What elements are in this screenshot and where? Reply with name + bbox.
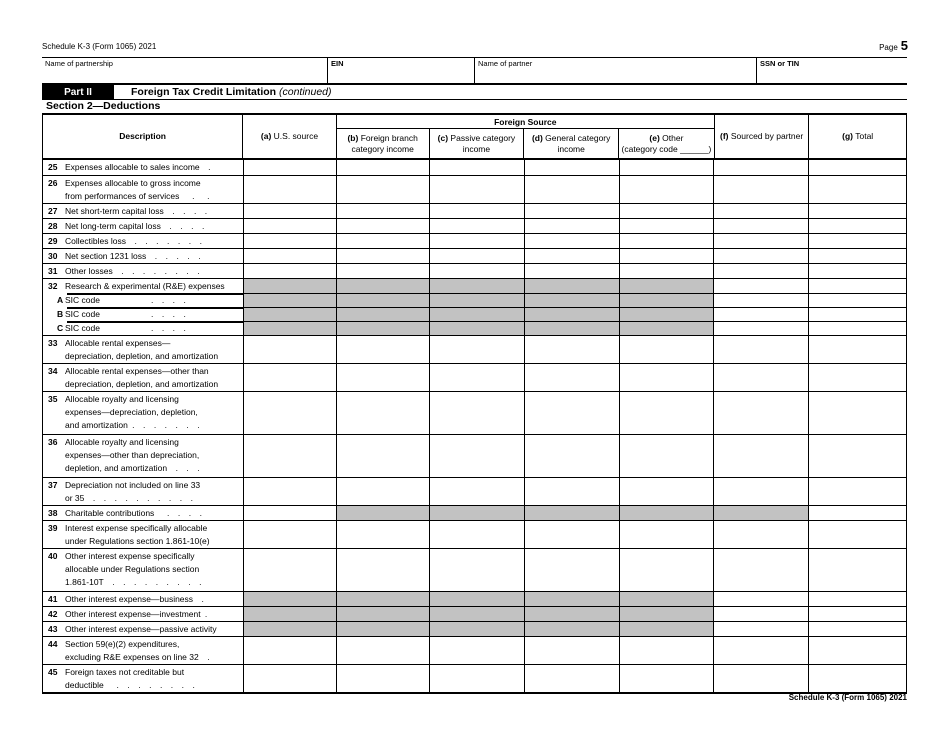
table-row [43, 203, 906, 218]
cell-f-line-37[interactable] [714, 477, 809, 505]
name-of-partnership-label: Name of partnership [45, 59, 113, 68]
cell-b-line-41 [337, 591, 430, 606]
cell-b-line-37[interactable] [337, 477, 430, 505]
row-description [43, 307, 244, 321]
cell-c-line-25[interactable] [430, 160, 525, 175]
cell-d-line-38 [525, 505, 620, 520]
row-description [43, 363, 244, 391]
ein-field[interactable] [327, 58, 474, 83]
cell-b-line-44[interactable] [337, 636, 430, 664]
cell-e-line-29[interactable] [620, 233, 715, 248]
row-label: Other interest expense—business . [65, 594, 204, 604]
row-number: 25 [48, 162, 58, 172]
part-ii-title [131, 86, 332, 98]
cell-f-line-34[interactable] [714, 363, 809, 391]
form-identifier: Schedule K-3 (Form 1065) 2021 [42, 42, 157, 51]
cell-d-line-36[interactable] [525, 434, 620, 477]
cell-e-line-41 [620, 591, 715, 606]
part-ii-continued: (continued) [278, 86, 332, 98]
cell-b-line-42 [337, 606, 430, 621]
row-label: SIC code . . . . [65, 309, 186, 319]
table-row [43, 263, 906, 278]
row-label: Allocable royalty and licensing expenses—other than depreciation, depletion, and amortization . . . [65, 437, 200, 473]
table-row [43, 505, 906, 520]
ssn-or-tin-label: SSN or TIN [760, 59, 800, 68]
row-description [43, 591, 244, 606]
row-label: Expenses allocable to gross income from performances of services . . [65, 178, 210, 201]
cell-e-line-35[interactable] [620, 391, 715, 434]
table-row [43, 591, 906, 606]
row-label: Other interest expense—investment . [65, 609, 208, 619]
deductions-table [42, 113, 907, 694]
cell-b-line-25[interactable] [337, 160, 430, 175]
row-number: B [57, 309, 64, 319]
table-row [43, 293, 906, 307]
row-description [43, 263, 244, 278]
cell-c-line-29[interactable] [430, 233, 525, 248]
cell-g-line-33[interactable] [809, 335, 906, 363]
table-row [43, 160, 906, 175]
col-header-f: (f) Sourced by partner [715, 115, 810, 158]
row-number: 33 [48, 338, 58, 348]
cell-g-line-39[interactable] [809, 520, 906, 548]
table-row [43, 321, 906, 335]
cell-b-line-38 [337, 505, 430, 520]
table-row [43, 307, 906, 321]
col-header-g: (g) Total [842, 131, 874, 142]
cell-e-line-44[interactable] [620, 636, 715, 664]
row-number: 45 [48, 667, 58, 677]
row-number: 37 [48, 480, 58, 490]
cell-b-line-B [337, 307, 430, 321]
row-label: SIC code . . . . [65, 323, 186, 333]
cell-f-line-B[interactable] [714, 307, 809, 321]
row-number: 27 [48, 206, 58, 216]
cell-g-line-37[interactable] [809, 477, 906, 505]
cell-a-line-29[interactable] [244, 233, 338, 248]
cell-e-line-36[interactable] [620, 434, 715, 477]
row-label: Net section 1231 loss . . . . . [65, 251, 201, 261]
cell-c-line-44[interactable] [430, 636, 525, 664]
row-label: Other interest expense specifically allocable under Regulations section 1.861-10T . . . . . . . . . [65, 551, 202, 587]
cell-c-line-33[interactable] [430, 335, 525, 363]
cell-c-line-27[interactable] [430, 203, 525, 218]
cell-d-line-37[interactable] [525, 477, 620, 505]
row-label: Other interest expense—passive activity [65, 624, 217, 634]
cell-b-line-36[interactable] [337, 434, 430, 477]
row-number: 39 [48, 523, 58, 533]
cell-g-line-38[interactable] [809, 505, 906, 520]
cell-b-line-35[interactable] [337, 391, 430, 434]
table-row [43, 278, 906, 293]
row-description [43, 203, 244, 218]
row-number: 43 [48, 624, 58, 634]
cell-e-line-27[interactable] [620, 203, 715, 218]
row-label: Foreign taxes not creditable but deductible . . . . . . . . [65, 667, 195, 690]
cell-g-line-42[interactable] [809, 606, 906, 621]
cell-a-line-43 [244, 621, 338, 636]
table-row [43, 636, 906, 664]
cell-e-line-33[interactable] [620, 335, 715, 363]
cell-d-line-27[interactable] [525, 203, 620, 218]
col-header-e: (e) Other (category code ______) [621, 133, 712, 154]
row-number: 36 [48, 437, 58, 447]
cell-e-line-42 [620, 606, 715, 621]
row-description [43, 160, 244, 175]
row-number: 28 [48, 221, 58, 231]
cell-c-line-39[interactable] [430, 520, 525, 548]
cell-c-line-30[interactable] [430, 248, 525, 263]
cell-g-line-44[interactable] [809, 636, 906, 664]
cell-c-line-42 [430, 606, 525, 621]
cell-e-line-30[interactable] [620, 248, 715, 263]
cell-c-line-B [430, 307, 525, 321]
cell-d-line-26[interactable] [525, 175, 620, 203]
cell-a-line-40[interactable] [244, 548, 338, 591]
cell-g-line-32[interactable] [809, 278, 906, 293]
table-row [43, 664, 906, 692]
row-number: A [57, 295, 64, 305]
row-number: 35 [48, 394, 58, 404]
cell-b-line-C [337, 321, 430, 335]
name-of-partner-field[interactable] [474, 58, 756, 83]
cell-d-line-44[interactable] [525, 636, 620, 664]
table-row [43, 434, 906, 477]
table-row [43, 233, 906, 248]
name-of-partner-label: Name of partner [478, 59, 533, 68]
cell-d-line-41 [525, 591, 620, 606]
page-number [879, 38, 908, 53]
cell-a-line-45[interactable] [244, 664, 338, 692]
cell-f-line-42[interactable] [714, 606, 809, 621]
cell-b-line-26[interactable] [337, 175, 430, 203]
cell-d-line-40[interactable] [525, 548, 620, 591]
cell-c-line-45[interactable] [430, 664, 525, 692]
cell-c-line-36[interactable] [430, 434, 525, 477]
cell-b-line-31[interactable] [337, 263, 430, 278]
cell-c-line-37[interactable] [430, 477, 525, 505]
cell-e-line-40[interactable] [620, 548, 715, 591]
cell-c-line-31[interactable] [430, 263, 525, 278]
cell-a-line-39[interactable] [244, 520, 338, 548]
row-description [43, 321, 244, 335]
part-ii-header [42, 85, 907, 100]
col-header-b: (b) Foreign branch category income [337, 129, 430, 158]
cell-a-line-44[interactable] [244, 636, 338, 664]
cell-e-line-37[interactable] [620, 477, 715, 505]
cell-f-line-45[interactable] [714, 664, 809, 692]
cell-c-line-A [430, 293, 525, 307]
cell-f-line-38 [714, 505, 809, 520]
col-header-c: (c) Passive category income [430, 129, 525, 158]
row-number: 38 [48, 508, 58, 518]
cell-g-line-30[interactable] [809, 248, 906, 263]
row-description [43, 606, 244, 621]
cell-c-line-38 [430, 505, 525, 520]
cell-a-line-42 [244, 606, 338, 621]
cell-a-line-A [244, 293, 338, 307]
cell-e-line-A [620, 293, 715, 307]
name-of-partnership-field[interactable] [42, 58, 327, 83]
cell-f-line-32[interactable] [714, 278, 809, 293]
cell-a-line-27[interactable] [244, 203, 338, 218]
cell-c-line-28[interactable] [430, 218, 525, 233]
table-row [43, 548, 906, 591]
section-2-heading: Section 2—Deductions [46, 100, 161, 112]
row-label: Collectibles loss . . . . . . . [65, 236, 202, 246]
row-description [43, 505, 244, 520]
cell-b-line-40[interactable] [337, 548, 430, 591]
row-description [43, 548, 244, 591]
row-label: Charitable contributions . . . . [65, 508, 202, 518]
cell-f-line-27[interactable] [714, 203, 809, 218]
cell-b-line-28[interactable] [337, 218, 430, 233]
cell-b-line-A [337, 293, 430, 307]
cell-a-line-38[interactable] [244, 505, 338, 520]
cell-g-line-26[interactable] [809, 175, 906, 203]
row-number: 41 [48, 594, 58, 604]
cell-c-line-43 [430, 621, 525, 636]
cell-c-line-34[interactable] [430, 363, 525, 391]
row-description [43, 391, 244, 434]
row-number: 34 [48, 366, 58, 376]
cell-d-line-C [525, 321, 620, 335]
row-label: Net short-term capital loss . . . . [65, 206, 208, 216]
cell-e-line-45[interactable] [620, 664, 715, 692]
cell-b-line-27[interactable] [337, 203, 430, 218]
cell-d-line-33[interactable] [525, 335, 620, 363]
page-number-value: 5 [900, 38, 908, 53]
cell-g-line-34[interactable] [809, 363, 906, 391]
table-row [43, 363, 906, 391]
cell-g-line-31[interactable] [809, 263, 906, 278]
table-row [43, 218, 906, 233]
cell-a-line-34[interactable] [244, 363, 338, 391]
cell-d-line-31[interactable] [525, 263, 620, 278]
cell-f-line-29[interactable] [714, 233, 809, 248]
row-number: 26 [48, 178, 58, 188]
cell-f-line-31[interactable] [714, 263, 809, 278]
row-label: Allocable royalty and licensing expenses—depreciation, depletion, and amortization . . . . . . . [65, 394, 200, 430]
col-header-d: (d) General category income [524, 129, 619, 158]
cell-c-line-C [430, 321, 525, 335]
table-row [43, 520, 906, 548]
cell-f-line-33[interactable] [714, 335, 809, 363]
row-number: 42 [48, 609, 58, 619]
cell-d-line-43 [525, 621, 620, 636]
cell-f-line-43[interactable] [714, 621, 809, 636]
row-number: 29 [48, 236, 58, 246]
row-description [43, 335, 244, 363]
cell-f-line-28[interactable] [714, 218, 809, 233]
cell-a-line-35[interactable] [244, 391, 338, 434]
cell-c-line-40[interactable] [430, 548, 525, 591]
cell-e-line-34[interactable] [620, 363, 715, 391]
row-label: Interest expense specifically allocable under Regulations section 1.861-10(e) [65, 523, 210, 546]
foreign-source-columns [337, 129, 714, 158]
cell-b-line-45[interactable] [337, 664, 430, 692]
cell-d-line-35[interactable] [525, 391, 620, 434]
cell-e-line-43 [620, 621, 715, 636]
cell-a-line-31[interactable] [244, 263, 338, 278]
cell-g-line-28[interactable] [809, 218, 906, 233]
cell-g-line-27[interactable] [809, 203, 906, 218]
cell-b-line-34[interactable] [337, 363, 430, 391]
cell-e-line-26[interactable] [620, 175, 715, 203]
cell-d-line-30[interactable] [525, 248, 620, 263]
row-label: Section 59(e)(2) expenditures, excluding R&E expenses on line 32 . [65, 639, 210, 662]
part-ii-tag: Part II [42, 85, 114, 99]
cell-a-line-30[interactable] [244, 248, 338, 263]
col-header-description: Description [43, 115, 243, 158]
foreign-source-group [337, 115, 715, 158]
cell-f-line-41[interactable] [714, 591, 809, 606]
table-body [43, 160, 906, 692]
row-number: 40 [48, 551, 58, 561]
cell-f-line-26[interactable] [714, 175, 809, 203]
cell-f-line-C[interactable] [714, 321, 809, 335]
cell-g-line-43[interactable] [809, 621, 906, 636]
cell-f-line-35[interactable] [714, 391, 809, 434]
row-description [43, 636, 244, 664]
cell-d-line-A [525, 293, 620, 307]
cell-e-line-25[interactable] [620, 160, 715, 175]
row-description [43, 664, 244, 692]
cell-c-line-41 [430, 591, 525, 606]
row-label: Depreciation not included on line 33 or 35 . . . . . . . . . . [65, 480, 201, 503]
cell-g-line-A[interactable] [809, 293, 906, 307]
cell-f-line-A[interactable] [714, 293, 809, 307]
cell-e-line-B [620, 307, 715, 321]
table-row [43, 335, 906, 363]
table-row [43, 248, 906, 263]
cell-d-line-42 [525, 606, 620, 621]
cell-b-line-39[interactable] [337, 520, 430, 548]
cell-g-line-25[interactable] [809, 160, 906, 175]
cell-b-line-43 [337, 621, 430, 636]
row-description [43, 434, 244, 477]
cell-a-line-28[interactable] [244, 218, 338, 233]
row-label: Allocable rental expenses— depreciation, depletion, and amortization [65, 338, 219, 361]
table-row [43, 175, 906, 203]
row-description [43, 278, 244, 293]
row-label: SIC code . . . . [65, 295, 186, 305]
row-label: Net long-term capital loss . . . . [65, 221, 205, 231]
row-number: 30 [48, 251, 58, 261]
cell-e-line-28[interactable] [620, 218, 715, 233]
cell-a-line-32 [244, 278, 338, 293]
row-label: Expenses allocable to sales income . [65, 162, 211, 172]
row-label: Research & experimental (R&E) expenses [65, 281, 225, 291]
row-number: 32 [48, 281, 58, 291]
cell-d-line-39[interactable] [525, 520, 620, 548]
table-header [43, 115, 906, 160]
cell-d-line-32 [525, 278, 620, 293]
row-number: C [57, 323, 64, 333]
row-description [43, 477, 244, 505]
cell-g-line-29[interactable] [809, 233, 906, 248]
table-row [43, 621, 906, 636]
cell-f-line-39[interactable] [714, 520, 809, 548]
foreign-source-label: Foreign Source [337, 115, 714, 129]
cell-d-line-B [525, 307, 620, 321]
cell-a-line-26[interactable] [244, 175, 338, 203]
table-row [43, 391, 906, 434]
cell-a-line-37[interactable] [244, 477, 338, 505]
ein-label: EIN [331, 59, 344, 68]
page-label: Page [879, 43, 898, 52]
row-description [43, 233, 244, 248]
cell-g-line-40[interactable] [809, 548, 906, 591]
cell-b-line-30[interactable] [337, 248, 430, 263]
cell-d-line-25[interactable] [525, 160, 620, 175]
row-number: 44 [48, 639, 58, 649]
cell-a-line-B [244, 307, 338, 321]
ssn-or-tin-field[interactable] [756, 58, 907, 83]
cell-a-line-33[interactable] [244, 335, 338, 363]
cell-b-line-29[interactable] [337, 233, 430, 248]
cell-e-line-32 [620, 278, 715, 293]
row-description [43, 520, 244, 548]
cell-c-line-35[interactable] [430, 391, 525, 434]
row-description [43, 218, 244, 233]
cell-d-line-34[interactable] [525, 363, 620, 391]
cell-c-line-26[interactable] [430, 175, 525, 203]
cell-f-line-25[interactable] [714, 160, 809, 175]
col-header-a: (a) U.S. source [243, 115, 337, 158]
cell-e-line-C [620, 321, 715, 335]
cell-e-line-38 [620, 505, 715, 520]
cell-e-line-31[interactable] [620, 263, 715, 278]
cell-a-line-41 [244, 591, 338, 606]
cell-d-line-45[interactable] [525, 664, 620, 692]
cell-g-line-41[interactable] [809, 591, 906, 606]
cell-g-line-C[interactable] [809, 321, 906, 335]
row-description [43, 175, 244, 203]
cell-g-line-45[interactable] [809, 664, 906, 692]
cell-g-line-36[interactable] [809, 434, 906, 477]
cell-g-line-B[interactable] [809, 307, 906, 321]
cell-a-line-25[interactable] [244, 160, 338, 175]
cell-e-line-39[interactable] [620, 520, 715, 548]
row-description [43, 248, 244, 263]
row-label: Other losses . . . . . . . . [65, 266, 200, 276]
cell-d-line-28[interactable] [525, 218, 620, 233]
part-ii-title-text: Foreign Tax Credit Limitation [131, 86, 277, 98]
row-label: Allocable rental expenses—other than depreciation, depletion, and amortization [65, 366, 219, 389]
row-description [43, 293, 244, 307]
table-row [43, 606, 906, 621]
cell-c-line-32 [430, 278, 525, 293]
cell-f-line-30[interactable] [714, 248, 809, 263]
table-row [43, 477, 906, 505]
category-code-blank[interactable]: (category code ______) [621, 143, 712, 154]
cell-f-line-40[interactable] [714, 548, 809, 591]
cell-a-line-36[interactable] [244, 434, 338, 477]
row-description [43, 621, 244, 636]
cell-f-line-44[interactable] [714, 636, 809, 664]
row-number: 31 [48, 266, 58, 276]
cell-a-line-C [244, 321, 338, 335]
identity-fields-row [42, 57, 907, 85]
cell-g-line-35[interactable] [809, 391, 906, 434]
cell-f-line-36[interactable] [714, 434, 809, 477]
cell-d-line-29[interactable] [525, 233, 620, 248]
footer-form-identifier: Schedule K-3 (Form 1065) 2021 [788, 693, 907, 702]
cell-b-line-33[interactable] [337, 335, 430, 363]
cell-b-line-32 [337, 278, 430, 293]
